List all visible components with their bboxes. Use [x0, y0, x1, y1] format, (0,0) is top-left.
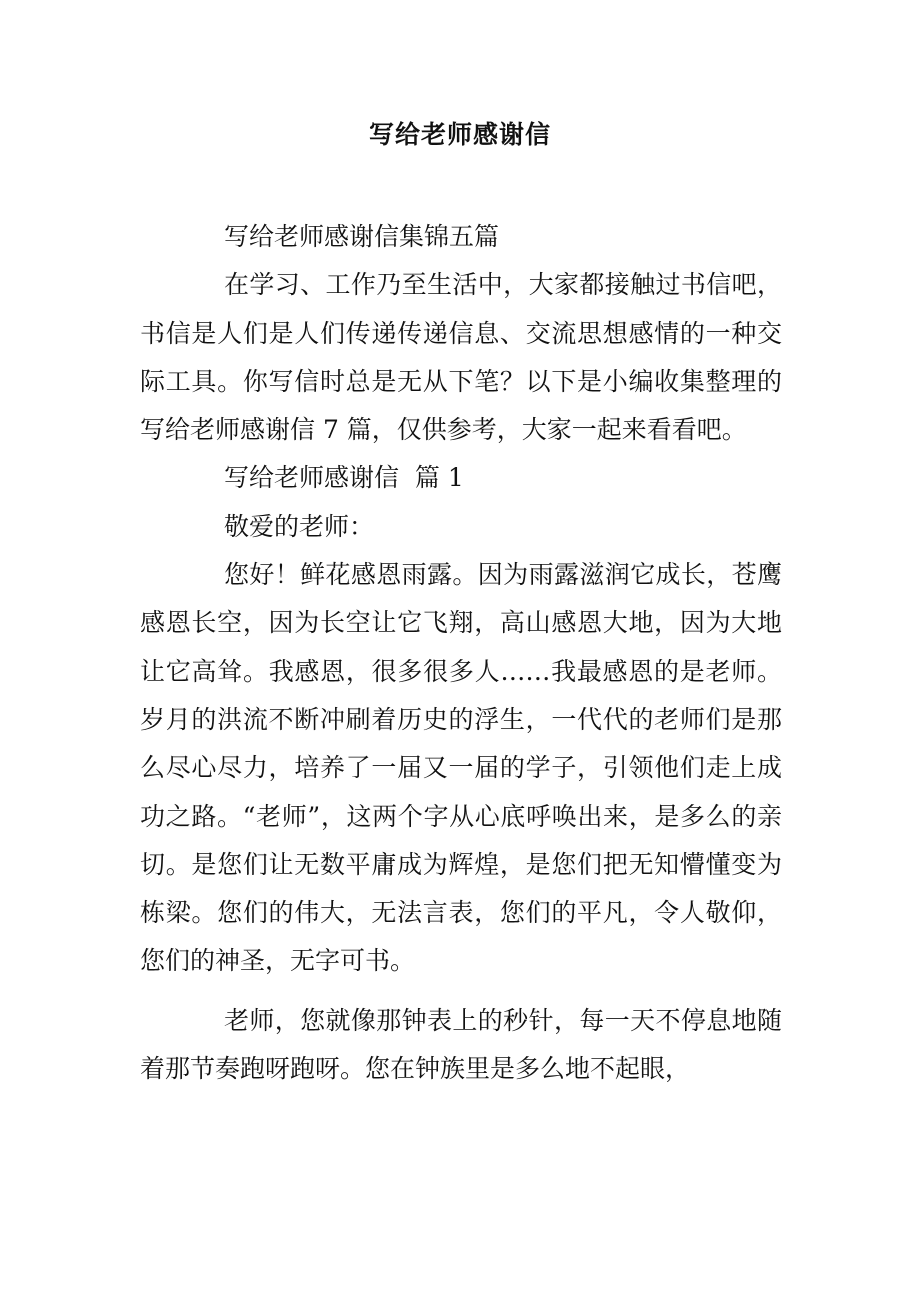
paragraph-intro: 在学习、工作乃至生活中，大家都接触过书信吧，书信是人们是人们传递传递信息、交流思想感情的一种交际工具。你写信时总是无从下笔？以下是小编收集整理的写给老师感谢信 7 篇，仅供参考，大家一起来看看吧。: [140, 270, 782, 445]
paragraph-section-heading: 写给老师感谢信 篇 1: [224, 463, 464, 493]
paragraph-subtitle: 写给老师感谢信集锦五篇: [224, 222, 500, 251]
paragraph-body-2: 老师，您就像那钟表上的秒针，每一天不停息地随着那节奏跑呀跑呀。您在钟族里是多么地不起眼，: [140, 1005, 782, 1084]
document-body: [140, 213, 782, 1093]
paragraph-body-1: 您好！鲜花感恩雨露。因为雨露滋润它成长，苍鹰感恩长空，因为长空让它飞翔，高山感恩大地，因为大地让它高耸。我感恩，很多很多人……我最感恩的是老师。岁月的洪流不断冲刷着历史的浮生，一代代的老师们是那么尽心尽力，培养了一届又一届的学子，引领他们走上成功之路。“老师”，这两个字从心底呼唤出来，是多么的亲切。是您们让无数平庸成为辉煌，是您们把无知懵懂变为栋梁。您们的伟大，无法言表，您们的平凡，令人敬仰，您们的神圣，无字可书。: [140, 560, 782, 976]
document-title: 写给老师感谢信: [368, 120, 551, 149]
paragraph-salutation: 敬爱的老师：: [224, 511, 375, 541]
